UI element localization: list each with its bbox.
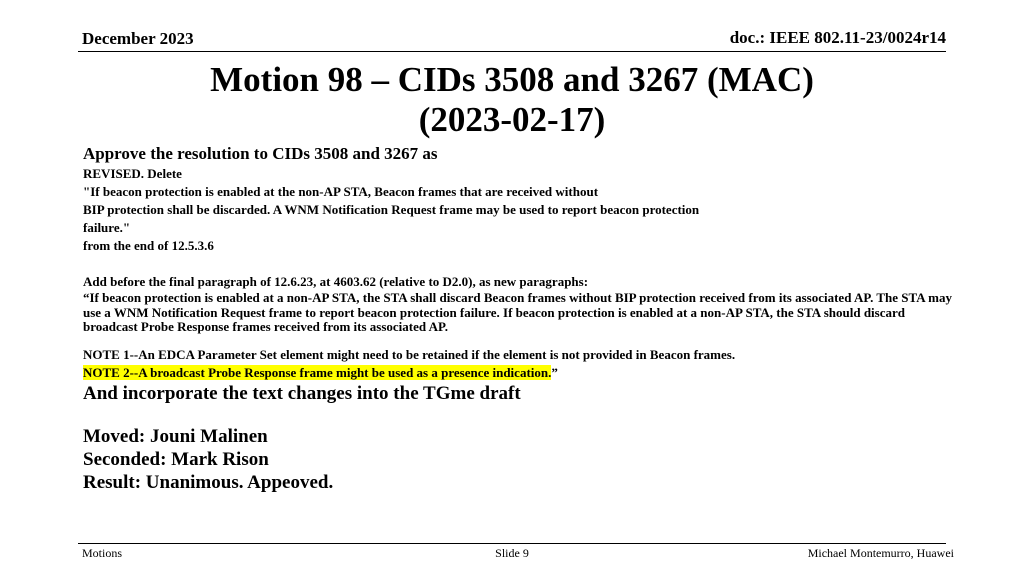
moved-line: Moved: Jouni Malinen <box>83 425 268 447</box>
quote-line-3: failure." <box>83 220 131 235</box>
revised-line: REVISED. Delete <box>83 166 182 181</box>
add-before-line: Add before the final paragraph of 12.6.23, at 4603.62 (relative to D2.0), as new paragraphs: <box>83 274 589 289</box>
approve-line: Approve the resolution to CIDs 3508 and 3267 as <box>83 144 438 163</box>
title-line-2: (2023-02-17) <box>418 100 606 139</box>
new-paragraph: “If beacon protection is enabled at a non-AP STA, the STA shall discard Beacon frames without BIP protection received from its associated AP. The STA may use a WNM Notification Request frame to report beacon protection failure. If beacon protection is enabled at a non-AP STA, the STA should discard broadcast Probe Response frames received from its associated AP. <box>83 290 952 334</box>
result-line: Result: Unanimous. Appeoved. <box>83 471 334 493</box>
from-end-line: from the end of 12.5.3.6 <box>83 238 214 253</box>
note-2-highlighted: NOTE 2--A broadcast Probe Response frame might be used as a presence indication. <box>83 364 552 380</box>
header-date: December 2023 <box>82 29 194 48</box>
title-line-1: Motion 98 – CIDs 3508 and 3267 (MAC) <box>210 60 814 99</box>
slide-body <box>83 143 953 494</box>
quote-line-1: "If beacon protection is enabled at the non-AP STA, Beacon frames that are received without <box>83 184 599 199</box>
header-divider <box>78 51 946 52</box>
spacer <box>83 405 953 425</box>
spacer <box>83 335 953 346</box>
incorporate-line: And incorporate the text changes into the TGme draft <box>83 382 521 404</box>
note-2-line <box>83 364 953 382</box>
footer-left: Motions <box>82 546 123 560</box>
spacer <box>83 255 953 273</box>
note-1: NOTE 1--An EDCA Parameter Set element might need to be retained if the element is not provided in Beacon frames. <box>83 346 736 362</box>
footer-author: Michael Montemurro, Huawei <box>807 546 954 560</box>
slide-title <box>0 60 1024 140</box>
header-doc-id: doc.: IEEE 802.11-23/0024r14 <box>729 28 946 47</box>
quote-line-2: BIP protection shall be discarded. A WNM Notification Request frame may be used to report beacon protection <box>83 202 700 217</box>
footer-slide-number: Slide 9 <box>495 546 529 560</box>
note-2-close-quote: ” <box>551 364 558 380</box>
seconded-line: Seconded: Mark Rison <box>83 448 269 470</box>
footer-divider <box>78 543 946 544</box>
